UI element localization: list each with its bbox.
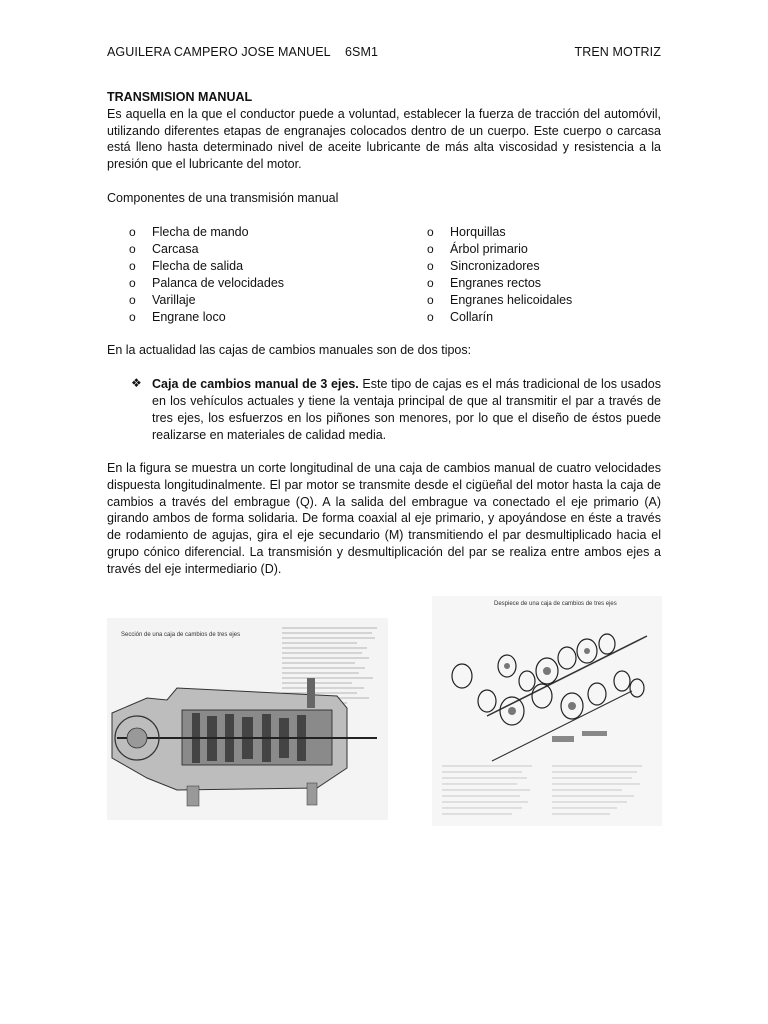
bullet-text: Este tipo de cajas es el más tradicional de los usados en los vehículos actuales y tiene la ventaja principal de que al transmitir el par a través de tres ejes, los esfuerzos en los piñones son menores, por lo que el diseño de éstos puede realizarse en materiales de calidad media. [152,377,661,442]
components-list-right [405,224,572,326]
list-item: o Collarín [427,310,494,324]
header-subject: TREN MOTRIZ [574,45,661,59]
components-heading: Componentes de una transmisión manual [107,191,339,205]
list-item: o Sincronizadores [427,259,540,273]
list-item: o Engranes helicoidales [427,293,573,307]
list-item: o Engranes rectos [427,276,542,290]
intro-paragraph: Es aquella en la que el conductor puede a voluntad, establecer la fuerza de tracción del automóvil, utilizando diferentes etapas de engranajes colocados dentro de un cuerpo. Este cuerpo o carcasa está lleno hasta determinado nivel de aceite lubricante de más alta viscosidad y resistencia a la presión que el lubricante del motor. [107,107,661,171]
bullet-lead: Caja de cambios manual de 3 ejes. [152,377,359,391]
diamond-bullet-icon: ❖ [131,376,142,390]
list-item: o Carcasa [129,242,199,256]
gearbox-exploded-figure [432,596,662,826]
list-item: o Varillaje [129,293,196,307]
author-name: AGUILERA CAMPERO JOSE MANUEL [107,45,331,59]
gearbox-section-illustration [107,618,388,820]
list-item: o Palanca de velocidades [129,276,285,290]
left-figure-caption: Sección de una caja de cambios de tres ejes [121,632,241,638]
list-item: o Horquillas [427,225,506,239]
three-axis-bullet [152,376,661,444]
components-list-left [107,224,284,326]
section-title: TRANSMISION MANUAL [107,90,253,104]
list-item: o Engrane loco [129,310,226,324]
types-intro: En la actualidad las cajas de cambios manuales son de dos tipos: [107,343,472,357]
gearbox-exploded-illustration [432,596,662,826]
group-code: 6SM1 [344,45,379,59]
header-author [107,45,378,59]
list-item: o Flecha de salida [129,259,244,273]
list-item: o Flecha de mando [129,225,249,239]
figure-paragraph: En la figura se muestra un corte longitudinal de una caja de cambios manual de cuatro velocidades dispuesta longitudinalmente. El par motor se transmite desde el cigüeñal del motor hasta la caja de cambios a través del embrague (Q). A la salida del embrague va conectado el eje primario (A) girando ambos de forma solidaria. De forma coaxial al eje primario, y apoyándose en éste a través de rodamiento de agujas, gira el eje secundario (M) transmitiendo el par desmultiplicado hacia el grupo cónico diferencial. La transmisión y desmultiplicación del par se realiza entre ambos ejes a través del eje intermediario (D). [107,461,661,576]
gearbox-section-figure [107,618,388,820]
right-figure-caption: Despiece de una caja de cambios de tres ejes [494,601,617,607]
list-item: o Árbol primario [427,242,528,256]
